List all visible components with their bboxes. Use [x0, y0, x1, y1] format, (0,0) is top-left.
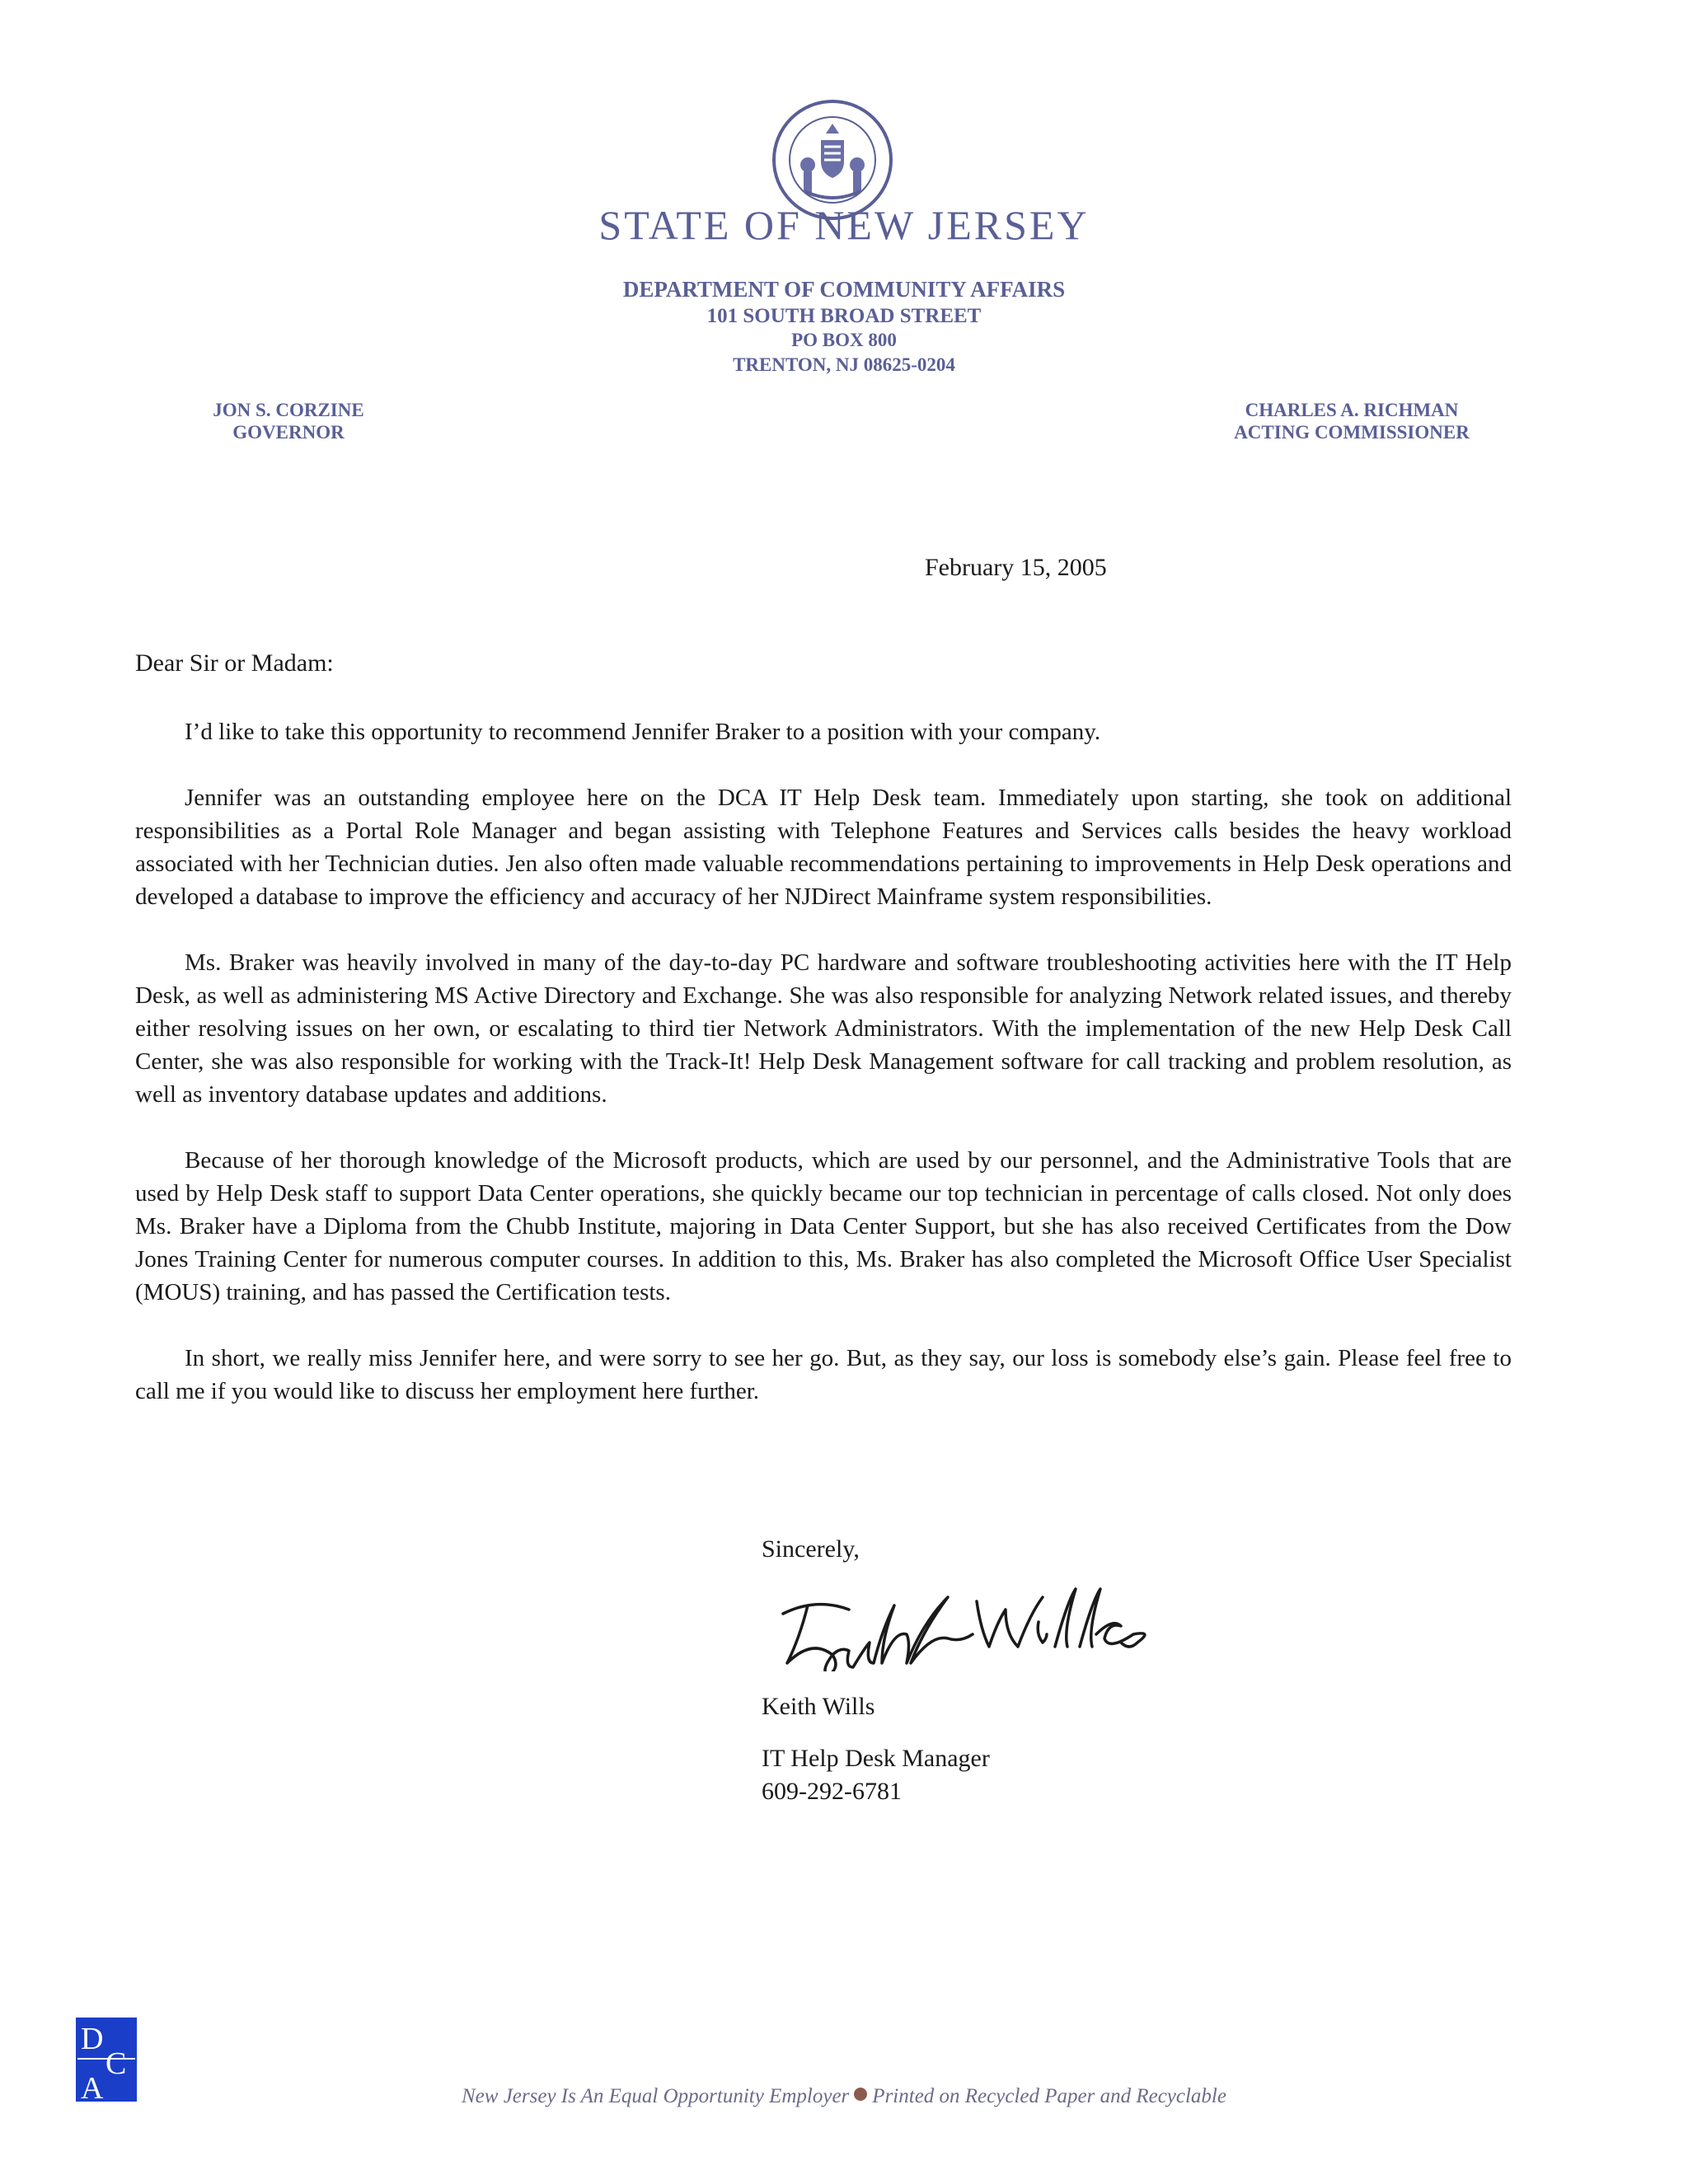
- department-name: DEPARTMENT OF COMMUNITY AFFAIRS: [622, 277, 1066, 302]
- signer-title: IT Help Desk Manager: [762, 1745, 990, 1772]
- commissioner-title: ACTING COMMISSIONER: [1234, 422, 1470, 443]
- footer: [0, 2085, 1688, 2108]
- body-paragraph: Because of her thorough knowledge of the Microsoft products, which are used by our personnel, and the Administrative Tools that are used by Help Desk staff to support Data Center operations, she quickly became our top technician in percentage of calls closed. Not only does Ms. Braker have a Diploma from the Chubb Institute, majoring in Data Center Support, but she has also received Certificates from the Dow Jones Training Center for numerous computer courses. In addition to this, Ms. Braker has also completed the Microsoft Office User Specialist (MOUS) training, and has passed the Certification tests.: [135, 1147, 1512, 1305]
- svg-text:D: D: [81, 2022, 104, 2056]
- commissioner-name: CHARLES A. RICHMAN: [1245, 400, 1459, 420]
- commissioner-block: [1154, 399, 1550, 443]
- body-paragraph: Jennifer was an outstanding employee here on the DCA IT Help Desk team. Immediately upon starting, she took on additional responsibilities as a Portal Role Manager and began assisting with Telephone Features and Services calls besides the heavy workload associated with her Technician duties. Jen also often made valuable recommendations pertaining to improvements in Help Desk operations and developed a database to improve the efficiency and accuracy of her NJDirect Mainframe system responsibilities.: [135, 785, 1512, 910]
- svg-text:A: A: [81, 2071, 104, 2102]
- salutation: Dear Sir or Madam:: [135, 649, 334, 677]
- governor-title: GOVERNOR: [232, 422, 345, 443]
- bullet-icon: [854, 2088, 867, 2101]
- letter-body: [135, 715, 1512, 1441]
- letter-date: February 15, 2005: [925, 554, 1107, 581]
- footer-right-text: Printed on Recycled Paper and Recyclable: [872, 2085, 1226, 2107]
- footer-left-text: New Jersey Is An Equal Opportunity Employer: [462, 2085, 850, 2107]
- signer-details: [762, 1742, 990, 1808]
- svg-text:C: C: [106, 2046, 127, 2081]
- body-paragraph: In short, we really miss Jennifer here, and were sorry to see her go. But, as they say, our loss is somebody else’s gain. Please feel free to call me if you would like to discuss her employment here further.: [135, 1345, 1512, 1404]
- governor-name: JON S. CORZINE: [213, 400, 364, 420]
- state-title: STATE OF NEW JERSEY: [598, 202, 1090, 248]
- body-paragraph: I’d like to take this opportunity to recommend Jennifer Braker to a position with your company.: [185, 719, 1101, 745]
- body-paragraph: Ms. Braker was heavily involved in many of the day-to-day PC hardware and software troubleshooting activities here with the IT Help Desk, as well as administering MS Active Directory and Exchange. She was also responsible for analyzing Network related issues, and thereby either resolving issues on her own, or escalating to third tier Network Administrators. With the implementation of the new Help Desk Call Center, she was also responsible for working with the Track-It! Help Desk Management software for call tracking and problem resolution, as well as inventory database updates and additions.: [135, 949, 1512, 1108]
- closing: Sincerely,: [762, 1535, 860, 1563]
- department-po-box: PO BOX 800: [791, 330, 897, 350]
- signer-phone: 609-292-6781: [762, 1778, 902, 1805]
- handwritten-signature: [767, 1581, 1179, 1671]
- signer-name: Keith Wills: [762, 1693, 875, 1720]
- department-street: 101 SOUTH BROAD STREET: [706, 305, 982, 327]
- department-city: TRENTON, NJ 08625-0204: [733, 354, 955, 375]
- governor-block: [157, 399, 420, 443]
